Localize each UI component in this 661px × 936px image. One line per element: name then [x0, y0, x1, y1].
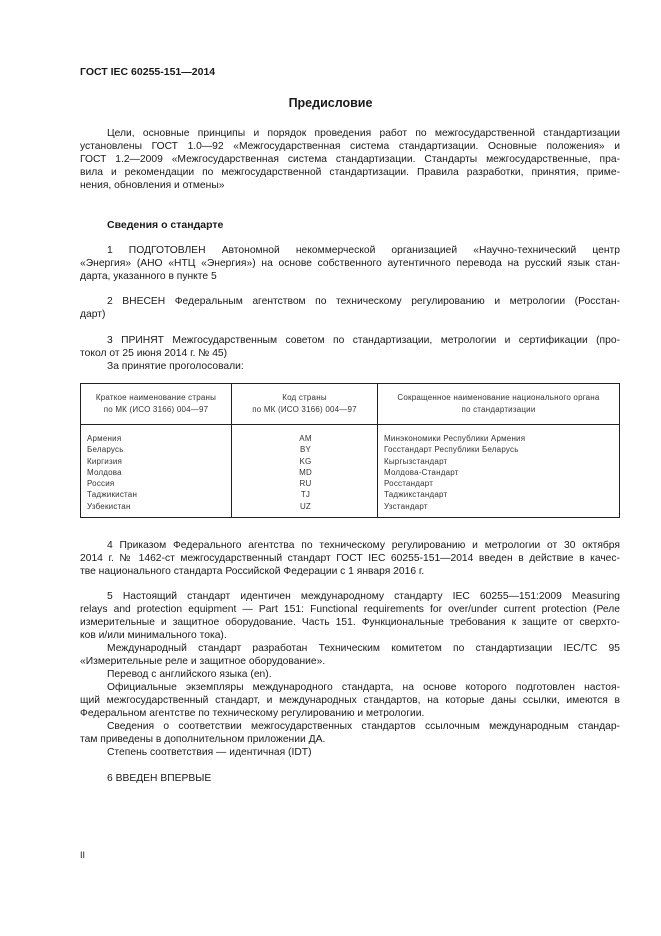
- text-line: За принятие проголосовали:: [107, 361, 244, 372]
- paragraph-6: [80, 772, 620, 785]
- text-line: ГОСТ 1.2—2009 «Межгосударственная система стандартизации. Стандарты межгосударственные, пра-: [80, 154, 620, 165]
- country-column: [81, 425, 232, 518]
- text-line: измерительные и защитное оборудование. Часть 151. Функциональные требования к защите от сверхто-: [80, 617, 620, 628]
- page-number: II: [80, 850, 86, 860]
- text-line: Официальные экземпляры международного стандарта, на основе которого подготовлен настоя-: [107, 682, 620, 693]
- table-cell-country: Узбекистан: [87, 501, 131, 511]
- text-line: щий межгосударственный стандарт, и международных стандартов, на которые даны ссылки, имеются в: [80, 695, 620, 706]
- table-cell-country: Россия: [87, 479, 115, 489]
- text-line: Сведения о соответствии межгосударственных стандартов ссылочным международным стандар-: [107, 721, 620, 732]
- header-line: по МК (ИСО 3166) 004—97: [252, 405, 357, 414]
- text-line: 2014 г. № 1462-ст межгосударственный стандарт ГОСТ IEC 60255-151—2014 введен в действие в качес-: [80, 553, 620, 564]
- table-cell-code: RU: [299, 479, 312, 489]
- table-cell-code: KG: [299, 456, 312, 466]
- header-line: по МК (ИСО 3166) 004—97: [103, 405, 209, 414]
- document-header: ГОСТ IEC 60255-151—2014: [80, 66, 216, 78]
- table-cell-body: Узстандарт: [384, 501, 428, 511]
- paragraph-3: [80, 334, 620, 360]
- text-line: Степень соответствия — идентичная (IDT): [107, 747, 312, 758]
- header-line: по стандартизации: [461, 405, 536, 414]
- header-country: [81, 384, 232, 425]
- paragraph-translation: [80, 668, 620, 681]
- text-line: токол от 25 июня 2014 г. № 45): [80, 348, 228, 359]
- text-line: установлены ГОСТ 1.0—92 «Межгосударственная система стандартизации. Основные положения» и: [80, 141, 620, 152]
- header-line: Код страны: [282, 393, 327, 402]
- table-cell-body: Кыргызстандарт: [384, 456, 448, 466]
- table-cell-code: BY: [299, 445, 312, 455]
- table-cell-body: Таджикстандарт: [384, 490, 448, 500]
- vote-intro: [80, 360, 620, 373]
- text-line: relays and protection equipment — Part 151: Functional requirements for over/under current protection (Реле: [80, 604, 620, 615]
- header-line: Краткое наименование страны: [95, 393, 217, 402]
- text-line: Перевод с английского языка (en).: [107, 669, 272, 680]
- table-cell-country: Киргизия: [87, 456, 123, 466]
- table-cell-code: UZ: [299, 501, 312, 511]
- text-line: «Энергия» (АНО «НТЦ «Энергия») на основе собственного аутентичного перевода на русский язык стан-: [80, 258, 620, 269]
- text-line: 5 Настоящий стандарт идентичен международному стандарту IEC 60255—151:2009 Measuring: [107, 591, 620, 602]
- table-cell-body: Росстандарт: [384, 479, 434, 489]
- text-line: 6 ВВЕДЕН ВПЕРВЫЕ: [107, 773, 212, 784]
- text-line: тве национального стандарта Российской Федерации с 1 января 2016 г.: [80, 566, 425, 577]
- table-cell-body: Госстандарт Республики Беларусь: [384, 445, 519, 455]
- table-header-row: [81, 384, 620, 425]
- section-title: Сведения о стандарте: [107, 219, 224, 231]
- text-line: ков и/или минимального тока).: [80, 630, 227, 641]
- body-column: [378, 425, 620, 518]
- table-body-row: [81, 425, 620, 518]
- paragraph-1: [80, 244, 620, 283]
- paragraph-4: [80, 539, 620, 578]
- paragraph-2: [80, 295, 620, 321]
- text-line: вила и рекомендации по межгосударственной стандартизации. Правила разработки, принятия, приме-: [80, 167, 620, 178]
- intro-paragraph: [80, 127, 620, 192]
- paragraph-international: [80, 642, 620, 668]
- text-line: нения, обновления и отмены»: [80, 180, 225, 191]
- table-cell-body: Молдова-Стандарт: [384, 467, 459, 477]
- text-line: Цели, основные принципы и порядок проведения работ по межгосударственной стандартизации: [107, 128, 620, 139]
- table-cell-code: MD: [299, 467, 312, 477]
- paragraph-5: [80, 590, 620, 642]
- table-cell-code: AM: [299, 434, 312, 443]
- paragraph-degree: [80, 746, 620, 759]
- text-line: 2 ВНЕСЕН Федеральным агентством по техническому регулированию и метрологии (Росстан-: [107, 296, 620, 307]
- text-line: 4 Приказом Федерального агентства по техническому регулированию и метрологии от 30 октября: [107, 540, 620, 551]
- text-line: там приведены в дополнительном приложении ДА.: [80, 734, 326, 745]
- table-cell-body: Минэкономики Республики Армения: [384, 434, 526, 443]
- table-cell-code: TJ: [300, 490, 311, 500]
- paragraph-official-copies: [80, 681, 620, 720]
- text-line: Федеральном агентстве по техническому регулированию и метрологии.: [80, 708, 425, 719]
- text-line: дарта, указанного в пункте 5: [80, 271, 217, 282]
- table-cell-country: Армения: [87, 434, 122, 443]
- paragraph-correspondence: [80, 720, 620, 746]
- header-body: [378, 384, 620, 425]
- vote-table: [80, 383, 620, 518]
- page-title: Предисловие: [288, 96, 373, 110]
- header-code: [232, 384, 378, 425]
- code-column: [232, 425, 378, 518]
- header-line: Сокращенное наименование национального органа: [397, 393, 600, 402]
- text-line: дарт): [80, 309, 106, 320]
- text-line: 3 ПРИНЯТ Межгосударственным советом по стандартизации, метрологии и сертификации (про-: [107, 335, 620, 346]
- text-line: Международный стандарт разработан Техническим комитетом по стандартизации IEC/TC 95: [107, 643, 620, 654]
- table-cell-country: Молдова: [87, 467, 122, 477]
- table-cell-country: Беларусь: [87, 445, 124, 455]
- table-cell-country: Таджикистан: [87, 490, 138, 500]
- text-line: 1 ПОДГОТОВЛЕН Автономной некоммерческой организацией «Научно-технический центр: [107, 245, 620, 256]
- text-line: «Измерительные реле и защитное оборудование».: [80, 656, 326, 667]
